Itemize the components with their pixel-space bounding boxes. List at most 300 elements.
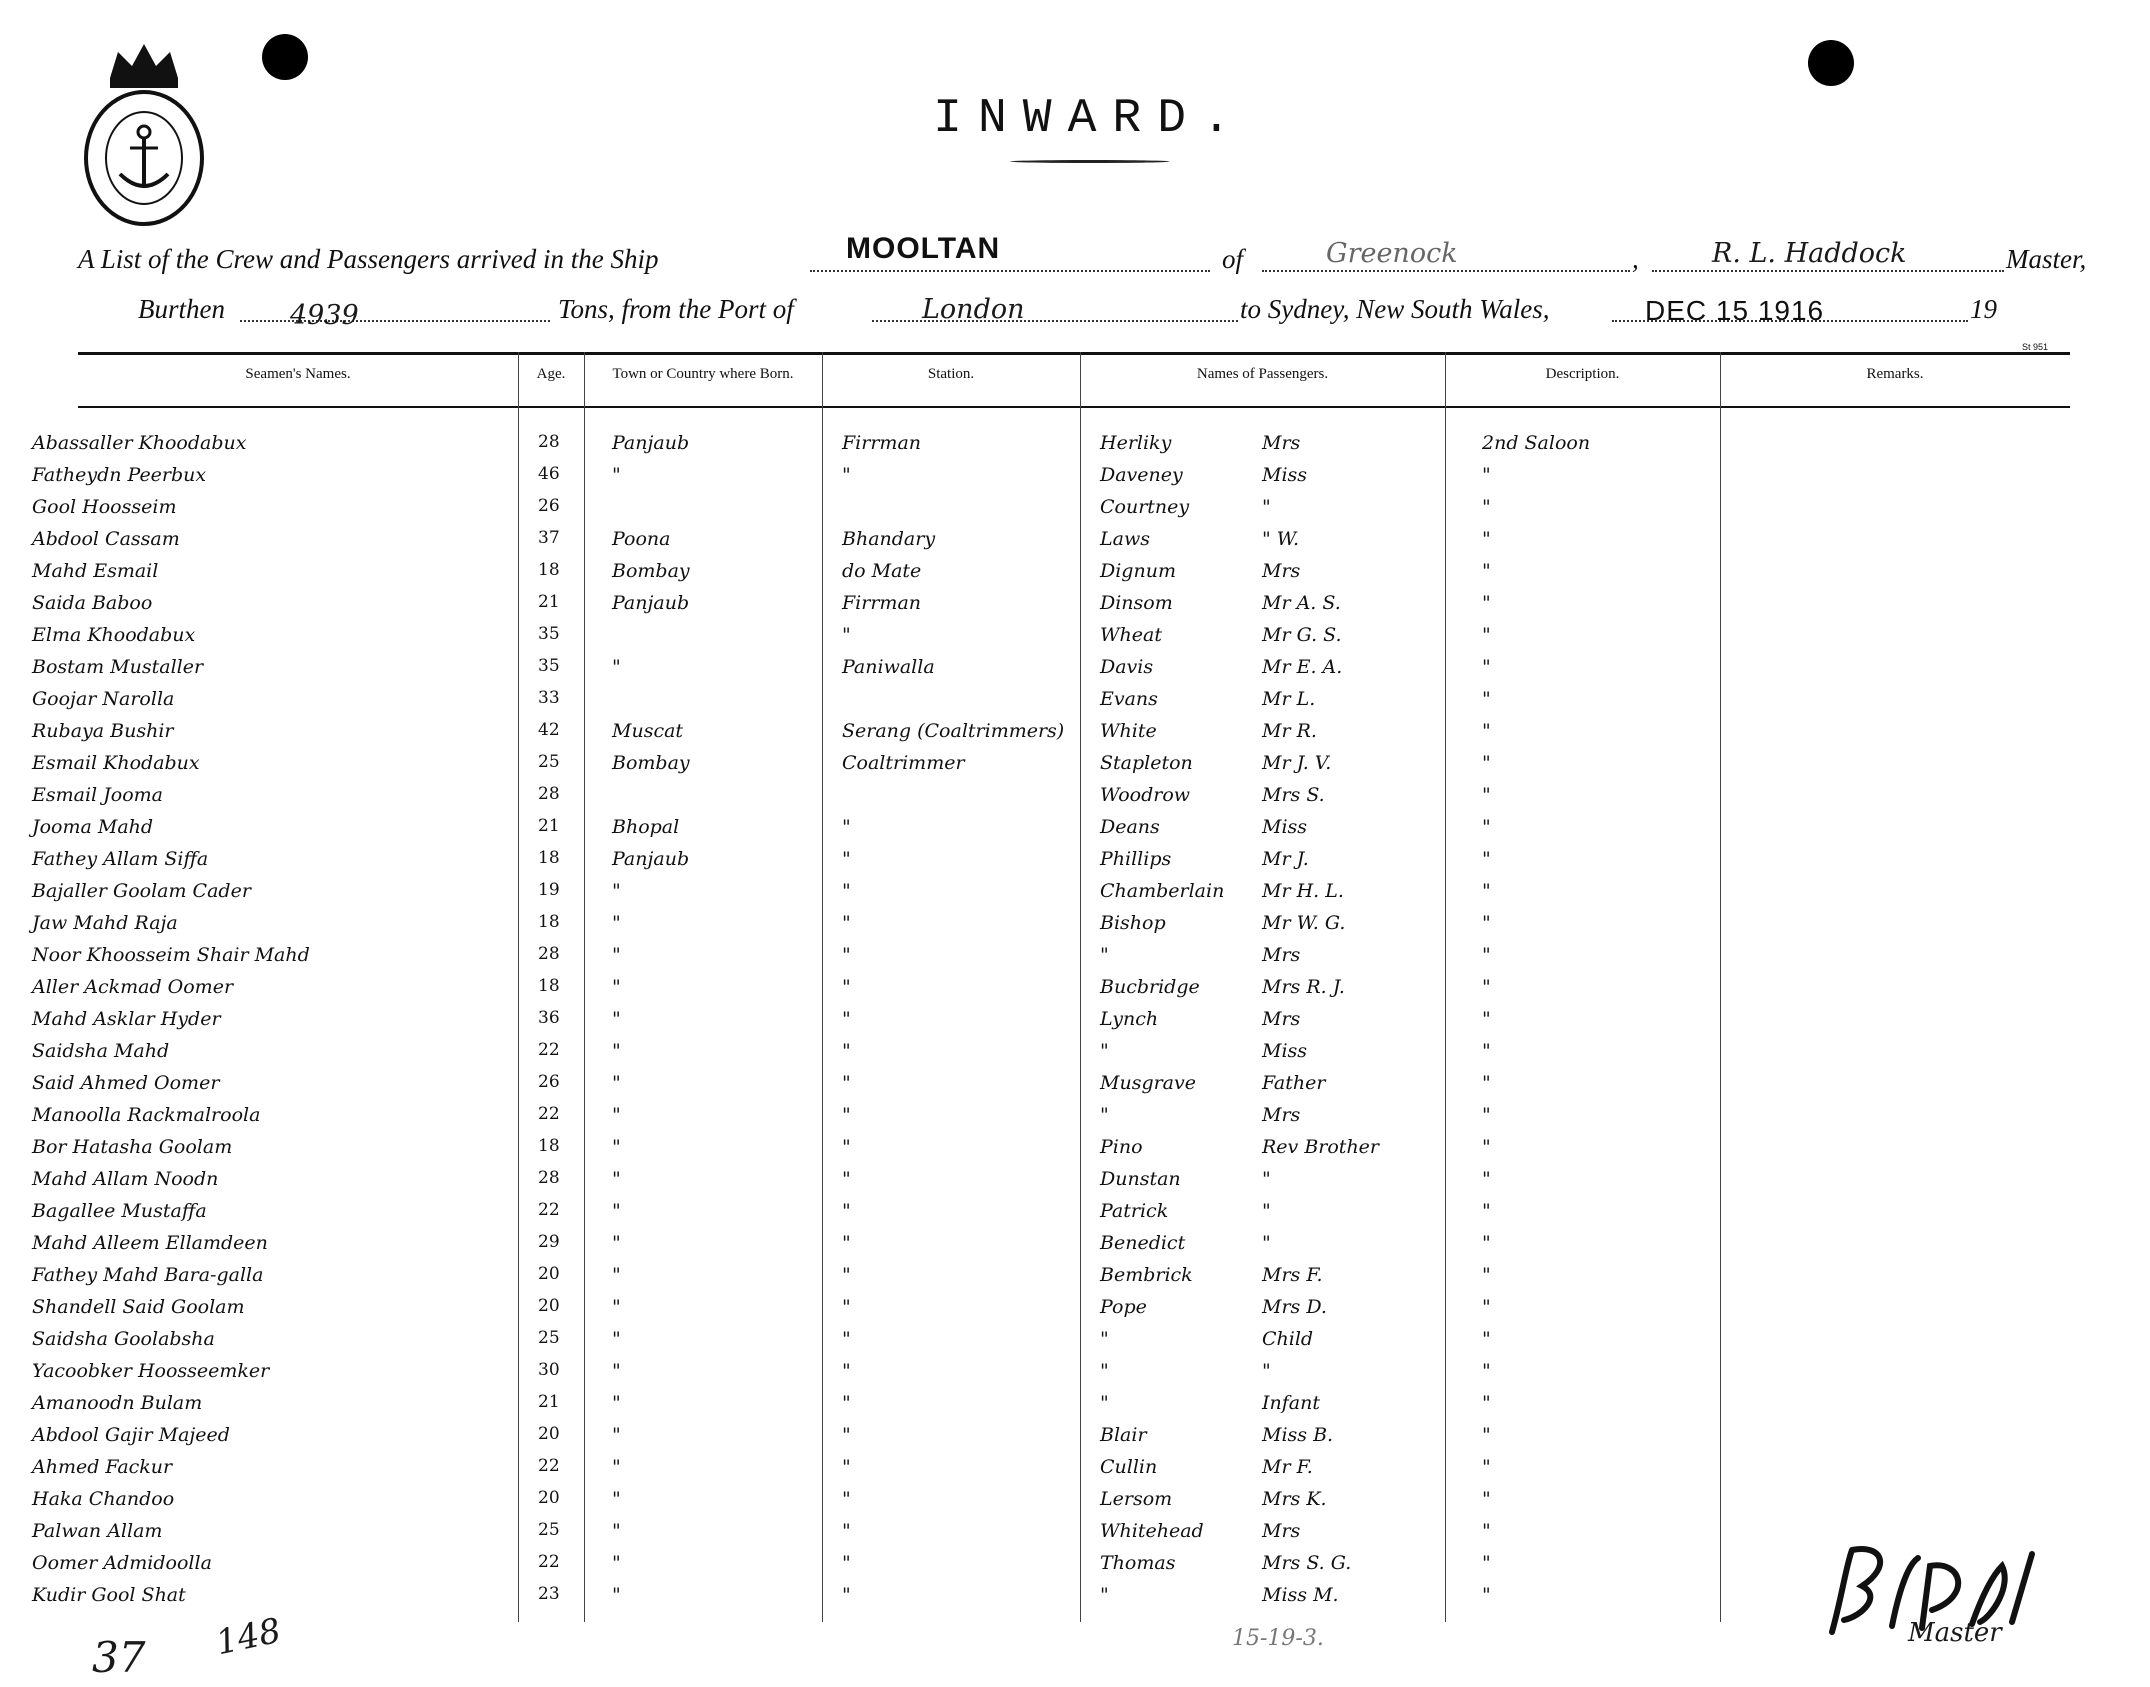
seaman-age: 25: [538, 1328, 560, 1348]
passenger-description: ": [1482, 1520, 1491, 1542]
seaman-age: 22: [538, 1456, 560, 1476]
passenger-description: ": [1482, 912, 1491, 934]
passenger-name: Bucbridge: [1100, 976, 1200, 998]
seaman-age: 19: [538, 880, 560, 900]
seaman-name: Saidsha Mahd: [32, 1040, 170, 1062]
passenger-title: Mr F.: [1262, 1456, 1313, 1478]
seaman-age: 20: [538, 1296, 560, 1316]
passenger-description: ": [1482, 560, 1491, 582]
passenger-title: Mr G. S.: [1262, 624, 1342, 646]
table-row: [0, 1104, 2150, 1136]
seaman-birthplace: ": [612, 1200, 621, 1222]
passenger-description: ": [1482, 848, 1491, 870]
passenger-name: Whitehead: [1100, 1520, 1204, 1542]
seaman-birthplace: Panjaub: [612, 848, 690, 870]
form-number: St 951: [2022, 342, 2049, 352]
passenger-name: ": [1100, 1360, 1109, 1382]
passenger-description: 2nd Saloon: [1482, 432, 1591, 454]
seaman-birthplace: ": [612, 464, 621, 486]
table-row: [0, 1296, 2150, 1328]
seaman-station: Serang (Coaltrimmers): [842, 720, 1065, 742]
seaman-age: 28: [538, 784, 560, 804]
header-tons-from: Tons, from the Port of: [558, 294, 794, 324]
date-stamp: DEC 15 1916: [1645, 295, 1825, 326]
seaman-station: ": [842, 1424, 851, 1446]
passenger-description: ": [1482, 528, 1491, 550]
passenger-name: Pino: [1100, 1136, 1143, 1158]
title-underline: [1010, 160, 1170, 163]
passenger-title: Mrs: [1262, 1104, 1301, 1126]
seaman-name: Esmail Khodabux: [32, 752, 200, 774]
seaman-station: ": [842, 1328, 851, 1350]
seaman-age: 22: [538, 1040, 560, 1060]
seaman-name: Oomer Admidoolla: [32, 1552, 212, 1574]
seaman-age: 25: [538, 752, 560, 772]
passenger-title: ": [1262, 1360, 1271, 1382]
passenger-name: Bembrick: [1100, 1264, 1193, 1286]
passenger-name: Laws: [1100, 528, 1150, 550]
passenger-title: Miss: [1262, 816, 1308, 838]
passenger-title: Mrs: [1262, 432, 1301, 454]
passenger-description: ": [1482, 1168, 1491, 1190]
passenger-description: ": [1482, 624, 1491, 646]
header-comma: ,: [1632, 244, 1639, 274]
seaman-name: Abassaller Khoodabux: [32, 432, 247, 454]
passenger-name: Lersom: [1100, 1488, 1173, 1510]
table-row: [0, 944, 2150, 976]
signature-role: Master: [1908, 1618, 2002, 1648]
table-row: [0, 1168, 2150, 1200]
seaman-station: ": [842, 1264, 851, 1286]
passenger-title: Mr W. G.: [1262, 912, 1346, 934]
seaman-age: 46: [538, 464, 560, 484]
passenger-name: Daveney: [1100, 464, 1183, 486]
passenger-name: Thomas: [1100, 1552, 1176, 1574]
passenger-name: ": [1100, 1392, 1109, 1414]
table-row: [0, 1136, 2150, 1168]
passenger-title: Mr L.: [1262, 688, 1316, 710]
col-header-description: Description.: [1545, 366, 1620, 382]
seaman-station: ": [842, 1136, 851, 1158]
seaman-age: 28: [538, 1168, 560, 1188]
table-row: [0, 464, 2150, 496]
passenger-title: Infant: [1262, 1392, 1320, 1414]
seaman-name: Kudir Gool Shat: [32, 1584, 186, 1606]
seaman-birthplace: ": [612, 1328, 621, 1350]
passenger-title: ": [1262, 1168, 1271, 1190]
passenger-description: ": [1482, 656, 1491, 678]
passenger-name: Herliky: [1100, 432, 1172, 454]
passenger-name: Woodrow: [1100, 784, 1191, 806]
tons-value: 4939: [290, 300, 359, 331]
seaman-name: Bostam Mustaller: [32, 656, 204, 678]
seaman-name: Mahd Alleem Ellamdeen: [32, 1232, 268, 1254]
seaman-age: 21: [538, 592, 560, 612]
passenger-title: ": [1262, 1200, 1271, 1222]
seaman-station: ": [842, 1552, 851, 1574]
passenger-name: Lynch: [1100, 1008, 1159, 1030]
passenger-description: ": [1482, 1040, 1491, 1062]
passenger-description: ": [1482, 1232, 1491, 1254]
seaman-name: Manoolla Rackmalroola: [32, 1104, 261, 1126]
header-year: 19: [1970, 294, 1997, 324]
seaman-age: 37: [538, 528, 560, 548]
seaman-station: ": [842, 1584, 851, 1606]
passenger-description: ": [1482, 1392, 1491, 1414]
col-header-seamen-names: Seamen's Names.: [245, 366, 351, 382]
table-header-rule: [78, 406, 2070, 408]
col-header-born: Town or Country where Born.: [612, 366, 794, 382]
passenger-description: ": [1482, 1008, 1491, 1030]
header-master-label: Master,: [2006, 244, 2087, 274]
seaman-birthplace: Bombay: [612, 752, 690, 774]
seaman-birthplace: ": [612, 1392, 621, 1414]
seaman-birthplace: ": [612, 976, 621, 998]
seaman-name: Saida Baboo: [32, 592, 153, 614]
table-top-rule: [78, 352, 2070, 355]
passenger-name: Dignum: [1100, 560, 1176, 582]
passenger-name: ": [1100, 1584, 1109, 1606]
seaman-birthplace: ": [612, 1136, 621, 1158]
crew-tally: 37: [92, 1633, 146, 1682]
passenger-name: ": [1100, 1040, 1109, 1062]
table-row: [0, 1232, 2150, 1264]
passenger-title: ": [1262, 496, 1271, 518]
passenger-description: ": [1482, 1296, 1491, 1318]
passenger-description: ": [1482, 592, 1491, 614]
header-line1-prefix: A List of the Crew and Passengers arrived in the Ship: [78, 244, 659, 274]
passenger-description: ": [1482, 1328, 1491, 1350]
seaman-station: ": [842, 1168, 851, 1190]
passenger-name: ": [1100, 1104, 1109, 1126]
ship-dotline: [810, 270, 1210, 272]
seaman-station: ": [842, 624, 851, 646]
passenger-description: ": [1482, 1552, 1491, 1574]
passenger-description: ": [1482, 1072, 1491, 1094]
seaman-name: Bagallee Mustaffa: [32, 1200, 207, 1222]
table-row: [0, 1456, 2150, 1488]
passenger-description: ": [1482, 1264, 1491, 1286]
table-row: [0, 1328, 2150, 1360]
seaman-birthplace: ": [612, 1168, 621, 1190]
pencil-note: 15-19-3.: [1232, 1626, 1324, 1651]
passenger-title: Mrs: [1262, 1520, 1301, 1542]
passenger-title: Rev Brother: [1262, 1136, 1380, 1158]
table-row: [0, 1264, 2150, 1296]
seaman-birthplace: ": [612, 1264, 621, 1286]
seaman-name: Jooma Mahd: [32, 816, 154, 838]
seaman-birthplace: Poona: [612, 528, 671, 550]
passenger-title: ": [1262, 1232, 1271, 1254]
seaman-name: Fatheydn Peerbux: [32, 464, 207, 486]
seaman-name: Jaw Mahd Raja: [32, 912, 178, 934]
table-row: [0, 1360, 2150, 1392]
seaman-birthplace: ": [612, 1040, 621, 1062]
table-row: [0, 656, 2150, 688]
passenger-description: ": [1482, 1360, 1491, 1382]
seaman-age: 20: [538, 1488, 560, 1508]
passenger-title: Mrs F.: [1262, 1264, 1323, 1286]
seaman-station: ": [842, 1488, 851, 1510]
table-row: [0, 912, 2150, 944]
seaman-station: ": [842, 976, 851, 998]
seaman-birthplace: ": [612, 944, 621, 966]
tons-dotline: [240, 320, 550, 322]
passenger-name: Davis: [1100, 656, 1154, 678]
passenger-name: Stapleton: [1100, 752, 1193, 774]
seaman-age: 30: [538, 1360, 560, 1380]
seaman-station: ": [842, 1360, 851, 1382]
seaman-birthplace: ": [612, 880, 621, 902]
seaman-name: Abdool Cassam: [32, 528, 180, 550]
table-row: [0, 624, 2150, 656]
passenger-title: " W.: [1262, 528, 1300, 550]
passenger-title: Mr J. V.: [1262, 752, 1332, 774]
passenger-name: Evans: [1100, 688, 1158, 710]
passenger-name: Chamberlain: [1100, 880, 1225, 902]
passenger-name: Musgrave: [1100, 1072, 1196, 1094]
passenger-description: ": [1482, 1136, 1491, 1158]
seaman-age: 18: [538, 976, 560, 996]
table-row: [0, 784, 2150, 816]
passenger-description: ": [1482, 464, 1491, 486]
seaman-age: 20: [538, 1424, 560, 1444]
passenger-description: ": [1482, 1200, 1491, 1222]
seaman-name: Amanoodn Bulam: [32, 1392, 203, 1414]
seaman-name: Aller Ackmad Oomer: [32, 976, 234, 998]
registry-dotline: [1262, 270, 1630, 272]
seaman-name: Saidsha Goolabsha: [32, 1328, 215, 1350]
seaman-name: Mahd Allam Noodn: [32, 1168, 219, 1190]
passenger-name: ": [1100, 944, 1109, 966]
seaman-name: Palwan Allam: [32, 1520, 163, 1542]
seaman-birthplace: ": [612, 912, 621, 934]
seaman-birthplace: ": [612, 1552, 621, 1574]
passenger-description: ": [1482, 1488, 1491, 1510]
punch-hole-right: [1808, 40, 1854, 86]
seaman-age: 21: [538, 816, 560, 836]
table-row: [0, 496, 2150, 528]
seaman-age: 22: [538, 1104, 560, 1124]
passenger-description: ": [1482, 880, 1491, 902]
seaman-station: ": [842, 880, 851, 902]
seaman-birthplace: ": [612, 1456, 621, 1478]
table-row: [0, 752, 2150, 784]
seaman-age: 20: [538, 1264, 560, 1284]
seaman-name: Esmail Jooma: [32, 784, 163, 806]
passenger-title: Miss: [1262, 1040, 1308, 1062]
seaman-name: Goojar Narolla: [32, 688, 175, 710]
passenger-tally: 148: [212, 1610, 285, 1664]
seaman-name: Gool Hoosseim: [32, 496, 177, 518]
passenger-name: Cullin: [1100, 1456, 1158, 1478]
passenger-name: Phillips: [1100, 848, 1172, 870]
passenger-description: ": [1482, 976, 1491, 998]
passenger-name: White: [1100, 720, 1157, 742]
passenger-name: Dunstan: [1100, 1168, 1181, 1190]
passenger-title: Mrs: [1262, 944, 1301, 966]
seaman-birthplace: ": [612, 1296, 621, 1318]
header-of: of: [1222, 244, 1244, 274]
table-row: [0, 528, 2150, 560]
seaman-name: Bajaller Goolam Cader: [32, 880, 251, 902]
passenger-description: ": [1482, 784, 1491, 806]
seaman-name: Rubaya Bushir: [32, 720, 174, 742]
seaman-age: 25: [538, 1520, 560, 1540]
passenger-name: Deans: [1100, 816, 1160, 838]
passenger-name: Benedict: [1100, 1232, 1186, 1254]
header-to-sydney: to Sydney, New South Wales,: [1240, 294, 1550, 324]
seaman-age: 29: [538, 1232, 560, 1252]
seaman-birthplace: ": [612, 1520, 621, 1542]
col-header-passengers: Names of Passengers.: [1196, 366, 1329, 382]
from-port: London: [922, 294, 1025, 325]
seaman-age: 22: [538, 1552, 560, 1572]
table-row: [0, 720, 2150, 752]
table-row: [0, 432, 2150, 464]
passenger-description: ": [1482, 816, 1491, 838]
passenger-description: ": [1482, 1584, 1491, 1606]
seaman-name: Fathey Allam Siffa: [32, 848, 209, 870]
passenger-description: ": [1482, 496, 1491, 518]
passenger-title: Mrs D.: [1262, 1296, 1327, 1318]
passenger-title: Mrs R. J.: [1262, 976, 1345, 998]
passenger-title: Mr A. S.: [1262, 592, 1341, 614]
seaman-age: 21: [538, 1392, 560, 1412]
passenger-title: Miss B.: [1262, 1424, 1334, 1446]
col-header-remarks: Remarks.: [1866, 366, 1924, 382]
seaman-age: 23: [538, 1584, 560, 1604]
seaman-birthplace: Panjaub: [612, 592, 690, 614]
table-row: [0, 1424, 2150, 1456]
seaman-name: Said Ahmed Oomer: [32, 1072, 220, 1094]
table-row: [0, 816, 2150, 848]
seaman-name: Fathey Mahd Bara-galla: [32, 1264, 264, 1286]
seaman-name: Abdool Gajir Majeed: [32, 1424, 230, 1446]
header-burthen: Burthen: [138, 294, 225, 324]
table-row: [0, 848, 2150, 880]
seaman-station: ": [842, 1040, 851, 1062]
passenger-name: Wheat: [1100, 624, 1162, 646]
seaman-age: 22: [538, 1200, 560, 1220]
seaman-name: Elma Khoodabux: [32, 624, 196, 646]
passenger-description: ": [1482, 944, 1491, 966]
seaman-age: 35: [538, 624, 560, 644]
passenger-title: Mr R.: [1262, 720, 1317, 742]
seaman-station: ": [842, 1072, 851, 1094]
seaman-station: Coaltrimmer: [842, 752, 965, 774]
seaman-station: ": [842, 944, 851, 966]
seaman-station: Firrman: [842, 592, 922, 614]
seaman-name: Mahd Asklar Hyder: [32, 1008, 221, 1030]
passenger-title: Mrs S. G.: [1262, 1552, 1352, 1574]
passenger-title: Mrs: [1262, 1008, 1301, 1030]
seaman-age: 18: [538, 560, 560, 580]
table-row: [0, 880, 2150, 912]
master-dotline: [1652, 270, 2004, 272]
passenger-description: ": [1482, 1424, 1491, 1446]
seaman-station: ": [842, 1392, 851, 1414]
seaman-station: Paniwalla: [842, 656, 935, 678]
passenger-title: Mrs S.: [1262, 784, 1325, 806]
seaman-station: ": [842, 816, 851, 838]
seaman-station: Bhandary: [842, 528, 936, 550]
passenger-description: ": [1482, 1104, 1491, 1126]
seaman-station: ": [842, 1232, 851, 1254]
seaman-station: ": [842, 848, 851, 870]
seaman-station: ": [842, 1520, 851, 1542]
seaman-age: 18: [538, 1136, 560, 1156]
passenger-name: Courtney: [1100, 496, 1190, 518]
passenger-title: Mr J.: [1262, 848, 1309, 870]
seaman-birthplace: ": [612, 1584, 621, 1606]
passenger-name: ": [1100, 1328, 1109, 1350]
passenger-title: Mr E. A.: [1262, 656, 1343, 678]
seaman-station: do Mate: [842, 560, 922, 582]
seaman-age: 18: [538, 848, 560, 868]
shipping-masters-seal-icon: [80, 38, 208, 228]
table-row: [0, 560, 2150, 592]
seaman-birthplace: ": [612, 1360, 621, 1382]
col-header-age: Age.: [536, 366, 566, 382]
seaman-station: ": [842, 1200, 851, 1222]
seaman-age: 35: [538, 656, 560, 676]
passenger-name: Bishop: [1100, 912, 1166, 934]
table-row: [0, 688, 2150, 720]
master-name: R. L. Haddock: [1712, 238, 1907, 269]
seaman-age: 42: [538, 720, 560, 740]
seaman-age: 28: [538, 432, 560, 452]
seaman-birthplace: ": [612, 1008, 621, 1030]
seaman-age: 26: [538, 1072, 560, 1092]
seaman-name: Mahd Esmail: [32, 560, 159, 582]
seaman-birthplace: Bhopal: [612, 816, 680, 838]
table-row: [0, 1488, 2150, 1520]
seaman-birthplace: Bombay: [612, 560, 690, 582]
seaman-station: ": [842, 1008, 851, 1030]
passenger-description: ": [1482, 720, 1491, 742]
passenger-title: Miss: [1262, 464, 1308, 486]
passenger-name: Blair: [1100, 1424, 1147, 1446]
seaman-age: 28: [538, 944, 560, 964]
passenger-description: ": [1482, 688, 1491, 710]
seaman-birthplace: ": [612, 1488, 621, 1510]
seaman-age: 26: [538, 496, 560, 516]
seaman-age: 18: [538, 912, 560, 932]
passenger-description: ": [1482, 1456, 1491, 1478]
table-row: [0, 976, 2150, 1008]
seaman-birthplace: Muscat: [612, 720, 684, 742]
seaman-birthplace: Panjaub: [612, 432, 690, 454]
table-row: [0, 1392, 2150, 1424]
seaman-name: Bor Hatasha Goolam: [32, 1136, 233, 1158]
table-row: [0, 1200, 2150, 1232]
seaman-station: ": [842, 1296, 851, 1318]
page-title: INWARD.: [933, 92, 1247, 146]
table-row: [0, 1040, 2150, 1072]
seaman-station: Firrman: [842, 432, 922, 454]
col-header-station: Station.: [927, 366, 975, 382]
seaman-age: 36: [538, 1008, 560, 1028]
table-row: [0, 1008, 2150, 1040]
passenger-title: Mrs K.: [1262, 1488, 1327, 1510]
passenger-title: Miss M.: [1262, 1584, 1339, 1606]
ship-name: MOOLTAN: [846, 232, 1001, 265]
table-row: [0, 592, 2150, 624]
passenger-name: Patrick: [1100, 1200, 1169, 1222]
seaman-station: ": [842, 1456, 851, 1478]
seaman-station: ": [842, 912, 851, 934]
